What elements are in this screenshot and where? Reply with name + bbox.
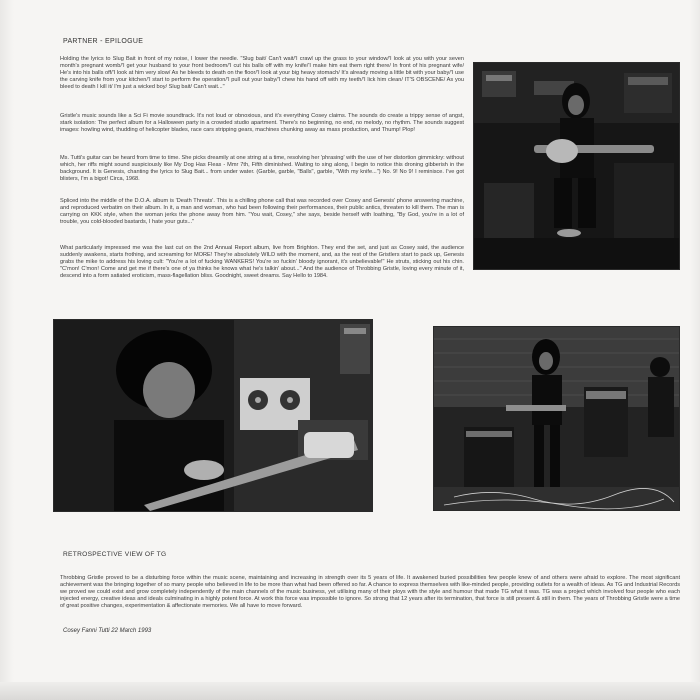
photo-guitarist-closeup: [54, 320, 372, 511]
paragraph-1: Holding the lyrics to Slug Bait in front of my noise, I lower the needle. "Slug bait/ Can't wait/'I crawl up the grass to your window/'I look at you with your seven month's pregnant womb/'I get your husband to your front bedroom/'I cut his balls off with my knife/'I make him eat them right there/ In front of his pregnant wife/ He's into his balls off/'I look at him very slow/ As he bleeds to death on the floor/'I look at your big heavy stomach/ It's already moving a little bit with your baby/'I use the carving knife from your kitchen/'I start to perform the operation/'I pull out your baby/'I chew his hand off with my teeth/'I lick him clean/ IT'S OBSCENE/ As you bleed to death I kill it/ I'm just a wicked boy/ Slug bait/ Can't wait...": [60, 56, 464, 91]
paragraph-4: Spliced into the middle of the D.O.A. album is 'Death Threats'. This is a chilling phone call that was recorded over Cosey and Genesis' phone answering machine, and reproduced verbatim on their album. In it, a man and woman, who had been following their performances, their public antics, threaten to kill them. The man is carrying on KKK style, when the woman jerks the phone away from him. "You wait, Cosey," she says, beside herself with loathing, "By God, you're in a lot of trouble, you cold-blooded bastards, I hate your guts...": [60, 198, 464, 226]
retrospective-paragraph: Throbbing Gristle proved to be a disturbing force within the music scene, maintaining and increasing in strength over its 5 years of life. It awakened buried possibilities few people knew of and others were afraid to explore. The most significant achievement was the bringing together of so many people who believed in life to be more than what had been offered so far. A chance to express themselves with like-minded people, providing outlets for a wealth of ideas. As TG and Industrial Records we proved we could exist and grow completely independently of the main channels of the music business, yet utilising many of their ploys with the style and humour that made TG what it was. TG was a project which involved four people who each injected energy, creative ideas and ideals culminating in a highly potent force. At work this force was impossible to ignore. So strong that 12 years after its termination, that force is still present & still in them. The years of Throbbing Gristle were a time of great positive changes, experimentation & affectionate memories. We all have to move forward.: [60, 575, 680, 610]
photo-band-on-stage: [434, 327, 679, 510]
paragraph-2: Gristle's music sounds like a Sci Fi movie soundtrack. It's not loud or obnoxious, and it's everything Cosey claims. The sounds do create a trippy sense of angst, stark isolation: The perfect album for a Halloween party in a crowded studio apartment. There's no beginning, no end, no melody, no rhythm. The sounds suggest images: howling wind, thudding of helicopter blades, race cars stripping gears, machines chunking away as mass production, and Thump! Plop!: [60, 113, 464, 134]
signoff: Cosey Fanni Tutti 22 March 1993: [63, 628, 152, 634]
paragraph-5: What particularly impressed me was the last cut on the 2nd Annual Report album, live from Brighton. They end the set, and just as Cosey said, the audience suddenly awakens, starts frothing, and screaming for MORE! They're absolutely WILD with the moment, and, as the rest of the Gristlers start to pack up, Genesis grabs the mike to address his loving cult: "You're a lot of fucking WANKERS! You're so fuckin' bloody ignorant, it's unbelievable!" He struts, sticking out his chin. "C'mon! C'mon! Come and get me if there's one of ya thinks he knows what he's talkin' about..." And the audience of Throbbing Gristle, loving every minute of it, descend into a form satiated eroticism, mass-flagellation bliss. Goodnight, sweet dreams. Say Hello to 1984.: [60, 245, 464, 280]
retrospective-heading: RETROSPECTIVE VIEW OF TG: [63, 551, 167, 558]
photo-guitarist-seated: [474, 63, 679, 269]
page-bottom-edge: [0, 682, 700, 700]
section-heading: PARTNER - EPILOGUE: [63, 38, 144, 45]
paragraph-3: Ms. Tutti's guitar can be heard from time to time. She picks dreamily at one string at a time, resolving her 'phrasing' with the use of her distortion gimmickry: without which, her riffs might sound suspiciously like My Dog Has Fleas - Mmr 7th, Fifth diminished. Waiting to sing along, I begin to notice this droning gibberish in the background. It is Genesis, chanting the lyrics to Slug Bait... from under water. (Garble, garble, "Balls", garble, "With my knife...") No. 9! No 9! I reminisce. I've got blisters, I'm a bigot! Circa, 1968.: [60, 155, 464, 183]
